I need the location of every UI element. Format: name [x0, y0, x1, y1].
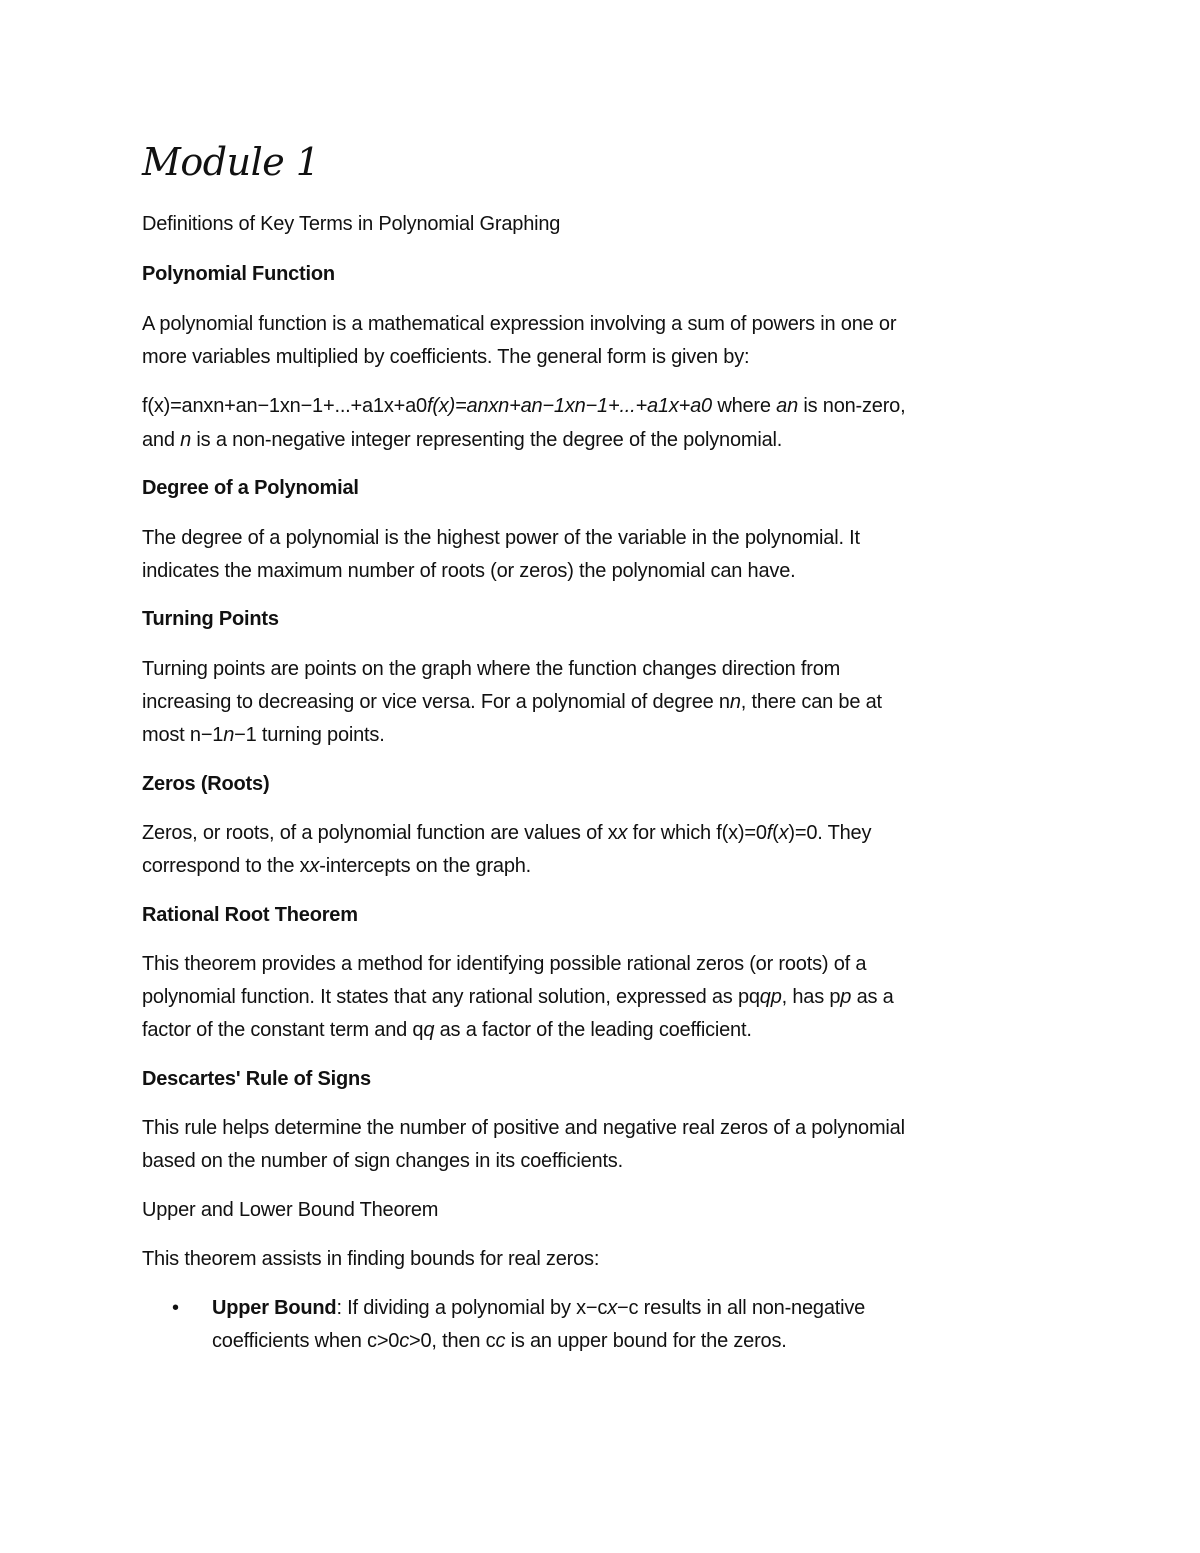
zeros-l2-start: correspond to the x [142, 855, 310, 877]
bullet-l2-mid: >0, then c [409, 1330, 496, 1352]
zeros-l1-mid2: ( [772, 822, 779, 844]
zeros-line-1 [142, 817, 871, 850]
tp-line2-start: increasing to decreasing or vice versa. For a polynomial of degree n [142, 691, 730, 713]
bullet-upper-bound-line-1 [212, 1292, 865, 1325]
line4-start: and [142, 429, 181, 451]
heading-bounds: Upper and Lower Bound Theorem [142, 1199, 439, 1221]
turning-points-line-3 [142, 719, 385, 752]
bullet-label: Upper Bound [212, 1297, 337, 1319]
line4-var-n: n [180, 429, 192, 451]
rr-l2-mid: , has p [781, 986, 841, 1008]
rational-root-line-1: This theorem provides a method for identifying possible rational zeros (or roots) of a [142, 953, 867, 975]
descartes-line-1: This rule helps determine the number of positive and negative real zeros of a polynomial [142, 1117, 905, 1139]
degree-line-2: indicates the maximum number of roots (or zeros) the polynomial can have. [142, 560, 796, 582]
turning-points-line-1: Turning points are points on the graph where the function changes direction from [142, 658, 841, 680]
descartes-line-2: based on the number of sign changes in its coefficients. [142, 1150, 623, 1172]
formula-plain: f(x)=anxn+an−1xn−1+...+a1x+a0 [142, 395, 427, 417]
formula-italic: f(x)=anxn+an−1xn−1+...+a1x+a0 [426, 395, 712, 417]
line4-end: is a non-negative integer representing the degree of the polynomial. [191, 429, 783, 451]
zeros-l1-var2: f [766, 822, 773, 844]
bullet-l1-var: x [607, 1297, 618, 1319]
bounds-line-1: This theorem assists in finding bounds for real zeros: [142, 1248, 600, 1270]
bullet-l2-var: c [399, 1330, 410, 1352]
zeros-l2-var: x [309, 855, 320, 877]
zeros-l1-var: x [617, 822, 628, 844]
bullet-l1-end: −c results in all non-negative [617, 1297, 866, 1319]
bullet-l2-end: is an upper bound for the zeros. [505, 1330, 787, 1352]
tp-line2-end: , there can be at [740, 691, 882, 713]
turning-points-line-2 [142, 686, 882, 719]
heading-degree: Degree of a Polynomial [142, 477, 359, 499]
tp-line3-var: n [223, 724, 235, 746]
degree-line-1: The degree of a polynomial is the highest power of the variable in the polynomial. It [142, 527, 860, 549]
rr-l2-start: polynomial function. It states that any rational solution, expressed as pq [142, 986, 760, 1008]
rr-l2-var: qp [759, 986, 782, 1008]
heading-polynomial-function: Polynomial Function [142, 263, 335, 285]
rr-l3-start: factor of the constant term and q [142, 1019, 424, 1041]
zeros-l1-start: Zeros, or roots, of a polynomial function are values of x [142, 822, 618, 844]
rr-l3-var: q [423, 1019, 435, 1041]
rr-l2-var2: p [840, 986, 852, 1008]
zeros-l2-end: -intercepts on the graph. [319, 855, 532, 877]
zeros-l1-end: )=0. They [788, 822, 872, 844]
polynomial-function-line-2: more variables multiplied by coefficients. The general form is given by: [142, 346, 750, 368]
rr-l3-end: as a factor of the leading coefficient. [434, 1019, 752, 1041]
formula-nonzero: is non-zero, [798, 395, 906, 417]
intro-text: Definitions of Key Terms in Polynomial Graphing [142, 213, 561, 235]
formula-var-an: an [776, 395, 799, 417]
page-title: Module 1 [142, 140, 320, 184]
zeros-l1-mid: for which f(x)=0 [627, 822, 767, 844]
bullet-l2-var2: c [495, 1330, 506, 1352]
polynomial-function-formula-line [142, 390, 905, 423]
tp-line3-start: most n−1 [142, 724, 224, 746]
zeros-line-2 [142, 850, 531, 883]
tp-line3-end: −1 turning points. [234, 724, 385, 746]
polynomial-function-line-1: A polynomial function is a mathematical expression involving a sum of powers in one or [142, 313, 897, 335]
zeros-l1-var3: x [778, 822, 789, 844]
heading-rational-root: Rational Root Theorem [142, 904, 358, 926]
bullet-l2-start: coefficients when c>0 [212, 1330, 400, 1352]
bullet-l1-rest: : If dividing a polynomial by x−c [336, 1297, 608, 1319]
rational-root-line-3 [142, 1014, 752, 1047]
rr-l2-end: as a [851, 986, 894, 1008]
formula-where: where [711, 395, 777, 417]
heading-descartes: Descartes' Rule of Signs [142, 1068, 371, 1090]
bullet-icon: • [172, 1297, 180, 1319]
bullet-upper-bound-line-2 [212, 1325, 787, 1358]
heading-zeros: Zeros (Roots) [142, 773, 270, 795]
heading-turning-points: Turning Points [142, 608, 279, 630]
tp-line2-var: n [729, 691, 741, 713]
rational-root-line-2 [142, 981, 894, 1014]
polynomial-function-line-4 [142, 424, 782, 457]
